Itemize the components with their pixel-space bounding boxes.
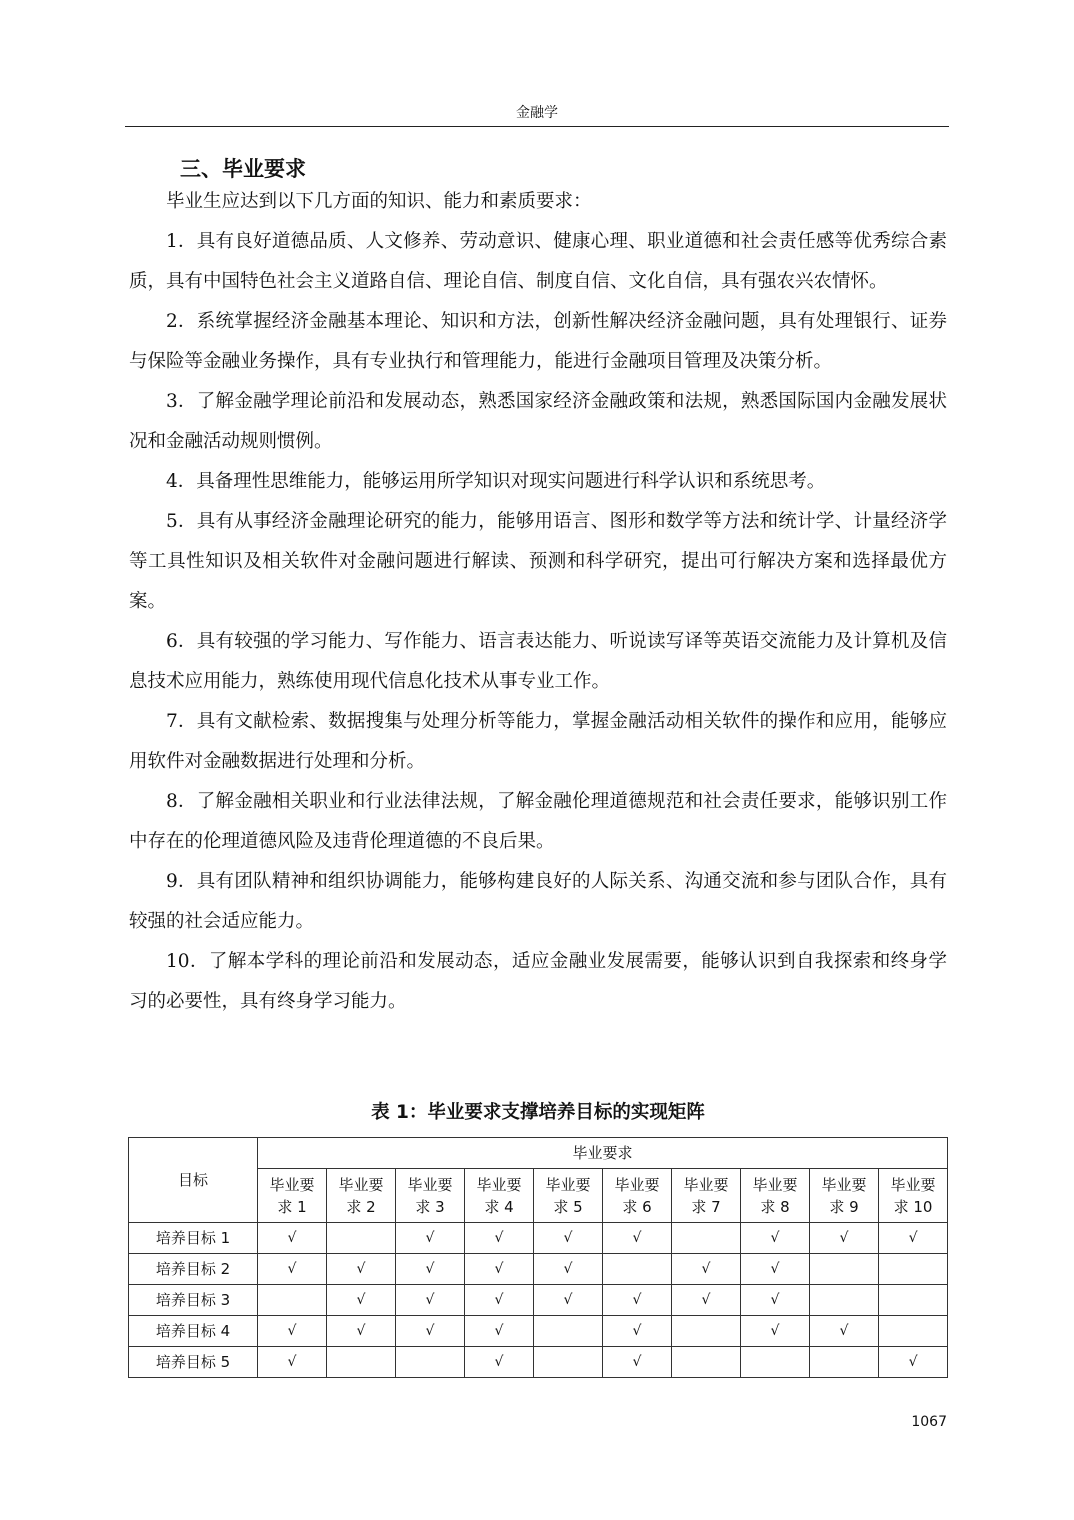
table-row (129, 1316, 948, 1347)
matrix-cell: √ (810, 1223, 879, 1254)
column-header-line: 毕业要 (821, 1175, 867, 1194)
matrix-cell (672, 1316, 741, 1347)
matrix-cell: √ (327, 1285, 396, 1316)
matrix-cell (258, 1285, 327, 1316)
column-header-line: 求 7 (691, 1197, 721, 1216)
matrix-cell (810, 1254, 879, 1285)
matrix-cell: √ (327, 1316, 396, 1347)
requirement-item-4: 4．具备理性思维能力，能够运用所学知识对现实问题进行科学认识和系统思考。 (166, 471, 826, 492)
matrix-cell (879, 1254, 948, 1285)
corner-header: 目标 (129, 1138, 258, 1223)
section-body (129, 182, 947, 1022)
matrix-cell: √ (741, 1254, 810, 1285)
row-label: 培养目标 4 (129, 1316, 258, 1347)
column-header-line: 求 2 (346, 1197, 376, 1216)
matrix-cell: √ (741, 1223, 810, 1254)
matrix-cell (327, 1223, 396, 1254)
matrix-cell: √ (465, 1347, 534, 1378)
column-header-line: 毕业要 (890, 1175, 936, 1194)
matrix-cell: √ (396, 1223, 465, 1254)
matrix-cell: √ (672, 1254, 741, 1285)
group-header: 毕业要求 (258, 1138, 948, 1169)
column-header-line: 求 3 (415, 1197, 445, 1216)
column-header-line: 毕业要 (614, 1175, 660, 1194)
matrix-cell: √ (465, 1254, 534, 1285)
column-header-line: 毕业要 (407, 1175, 453, 1194)
matrix-cell: √ (258, 1316, 327, 1347)
column-header-req-2 (327, 1169, 396, 1223)
row-label: 培养目标 1 (129, 1223, 258, 1254)
column-header-line: 毕业要 (338, 1175, 384, 1194)
matrix-cell: √ (465, 1223, 534, 1254)
matrix-cell: √ (258, 1223, 327, 1254)
matrix-cell: √ (327, 1254, 396, 1285)
requirement-item-6: 6．具有较强的学习能力、写作能力、语言表达能力、听说读写译等英语交流能力及计算机及信息技术应用能力，熟练使用现代信息化技术从事专业工作。 (129, 631, 947, 692)
requirement-item-3: 3．了解金融学理论前沿和发展动态，熟悉国家经济金融政策和法规，熟悉国际国内金融发展状况和金融活动规则惯例。 (129, 391, 947, 452)
matrix-cell: √ (534, 1285, 603, 1316)
matrix-cell: √ (741, 1285, 810, 1316)
row-label: 培养目标 2 (129, 1254, 258, 1285)
column-header-line: 毕业要 (269, 1175, 315, 1194)
column-header-line: 求 8 (760, 1197, 790, 1216)
column-header-line: 求 6 (622, 1197, 652, 1216)
matrix-cell (534, 1316, 603, 1347)
matrix-cell (879, 1285, 948, 1316)
page-number: 1067 (911, 1414, 947, 1430)
matrix-cell: √ (603, 1223, 672, 1254)
table-row (129, 1285, 948, 1316)
matrix-cell (672, 1347, 741, 1378)
column-header-req-10 (879, 1169, 948, 1223)
table-row (129, 1223, 948, 1254)
matrix-cell: √ (879, 1347, 948, 1378)
column-header-req-8 (741, 1169, 810, 1223)
requirement-item-5: 5．具有从事经济金融理论研究的能力，能够用语言、图形和数学等方法和统计学、计量经济学等工具性知识及相关软件对金融问题进行解读、预测和科学研究，提出可行解决方案和选择最优方案。 (129, 511, 947, 612)
matrix-cell: √ (672, 1285, 741, 1316)
matrix-cell: √ (396, 1285, 465, 1316)
intro-paragraph: 毕业生应达到以下几方面的知识、能力和素质要求： (166, 191, 592, 212)
column-header-line: 毕业要 (752, 1175, 798, 1194)
column-header-line: 求 5 (553, 1197, 583, 1216)
column-header-req-3 (396, 1169, 465, 1223)
matrix-cell (741, 1347, 810, 1378)
requirement-item-10: 10．了解本学科的理论前沿和发展动态，适应金融业发展需要，能够认识到自我探索和终身学习的必要性，具有终身学习能力。 (129, 951, 947, 1012)
column-header-req-1 (258, 1169, 327, 1223)
column-header-line: 求 9 (829, 1197, 859, 1216)
row-label: 培养目标 5 (129, 1347, 258, 1378)
section-title: 三、毕业要求 (180, 157, 306, 181)
matrix-cell: √ (465, 1285, 534, 1316)
matrix-cell (534, 1347, 603, 1378)
matrix-cell (672, 1223, 741, 1254)
matrix-cell: √ (396, 1254, 465, 1285)
column-header-req-7 (672, 1169, 741, 1223)
matrix-cell: √ (603, 1316, 672, 1347)
table-caption: 表 1：毕业要求支撑培养目标的实现矩阵 (371, 1102, 705, 1123)
matrix-cell (810, 1285, 879, 1316)
column-header-req-6 (603, 1169, 672, 1223)
column-header-line: 毕业要 (545, 1175, 591, 1194)
matrix-cell: √ (603, 1347, 672, 1378)
column-header-line: 求 4 (484, 1197, 514, 1216)
matrix-cell (810, 1347, 879, 1378)
column-header-line: 毕业要 (476, 1175, 522, 1194)
column-header-req-4 (465, 1169, 534, 1223)
requirement-item-2: 2．系统掌握经济金融基本理论、知识和方法，创新性解决经济金融问题，具有处理银行、证券与保险等金融业务操作，具有专业执行和管理能力，能进行金融项目管理及决策分析。 (129, 311, 947, 372)
support-matrix-table (128, 1137, 948, 1378)
matrix-cell: √ (810, 1316, 879, 1347)
matrix-cell: √ (534, 1254, 603, 1285)
matrix-cell (603, 1254, 672, 1285)
column-header-line: 毕业要 (683, 1175, 729, 1194)
requirement-item-7: 7．具有文献检索、数据搜集与处理分析等能力，掌握金融活动相关软件的操作和应用，能够应用软件对金融数据进行处理和分析。 (129, 711, 947, 772)
matrix-cell: √ (258, 1347, 327, 1378)
matrix-cell (879, 1316, 948, 1347)
matrix-cell: √ (534, 1223, 603, 1254)
matrix-cell: √ (465, 1316, 534, 1347)
running-header: 金融学 (125, 100, 949, 127)
matrix-cell: √ (879, 1223, 948, 1254)
matrix-cell: √ (258, 1254, 327, 1285)
requirement-item-8: 8．了解金融相关职业和行业法律法规，了解金融伦理道德规范和社会责任要求，能够识别工作中存在的伦理道德风险及违背伦理道德的不良后果。 (129, 791, 947, 852)
matrix-cell (327, 1347, 396, 1378)
column-header-req-9 (810, 1169, 879, 1223)
column-header-req-5 (534, 1169, 603, 1223)
table-row (129, 1254, 948, 1285)
row-label: 培养目标 3 (129, 1285, 258, 1316)
table-row (129, 1347, 948, 1378)
column-header-line: 求 10 (893, 1197, 933, 1216)
column-header-line: 求 1 (277, 1197, 307, 1216)
matrix-cell: √ (741, 1316, 810, 1347)
matrix-cell: √ (603, 1285, 672, 1316)
matrix-cell (396, 1347, 465, 1378)
matrix-cell: √ (396, 1316, 465, 1347)
requirement-item-9: 9．具有团队精神和组织协调能力，能够构建良好的人际关系、沟通交流和参与团队合作，具有较强的社会适应能力。 (129, 871, 947, 932)
requirement-item-1: 1．具有良好道德品质、人文修养、劳动意识、健康心理、职业道德和社会责任感等优秀综合素质，具有中国特色社会主义道路自信、理论自信、制度自信、文化自信，具有强农兴农情怀。 (129, 231, 947, 292)
